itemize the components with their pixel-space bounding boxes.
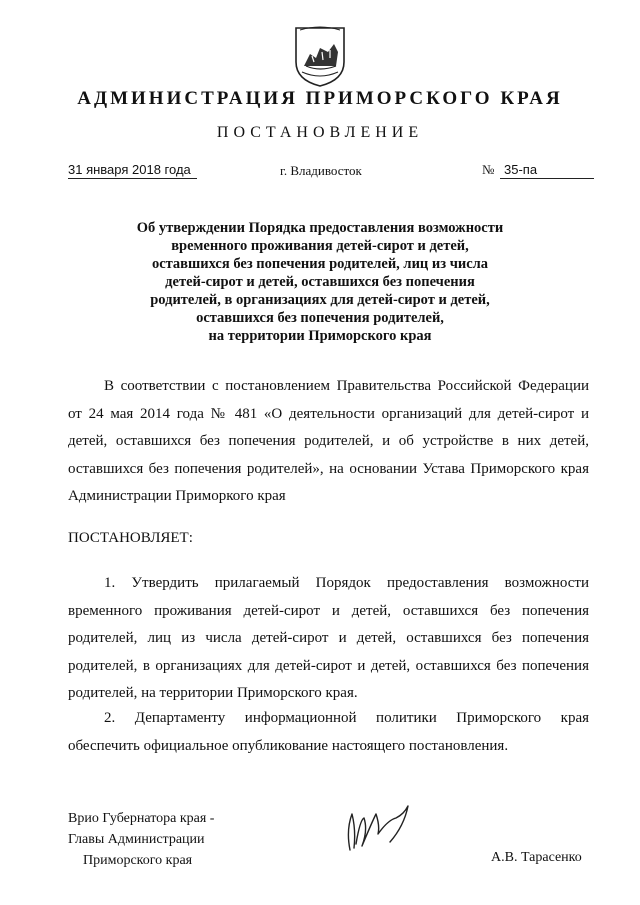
position-line: Врио Губернатора края - [68,811,215,826]
position-line: Главы Администрации [68,832,205,847]
document-title [100,219,540,345]
document-number: 35-па [500,162,594,179]
text-line: оставшихся без попечения родителей», на основании Устава Приморского края [68,460,589,477]
text-line: родителей, на территории Приморского края. [68,685,358,701]
title-line: временного проживания детей-сирот и детей, [171,238,469,254]
document-city: г. Владивосток [280,163,362,178]
text-line: 2. Департаменту информационной политики Приморского края [104,710,589,726]
resolves-heading: ПОСТАНОВЛЯЕТ: [68,530,193,546]
item-2-paragraph [68,705,589,760]
title-line: Об утверждении Порядка предоставления возможности [136,220,504,236]
position-line: Приморского края [83,853,193,868]
text-line: родителей, в организациях для детей-сирот и детей, оставшихся без попечения [68,657,589,674]
number-sign: № [482,162,495,177]
text-line: Администрации Приморкого края [68,488,286,504]
title-line: на территории Приморского края [208,328,432,344]
organization-name: АДМИНИСТРАЦИЯ ПРИМОРСКОГО КРАЯ [77,88,563,109]
item-1-paragraph [68,570,589,708]
text-line: 1. Утвердить прилагаемый Порядок предоставления возможности [104,575,589,591]
text-line: детей, оставшихся без попечения родителей, и об устройстве в них детей, [68,433,589,449]
text-line: родителей, лиц из числа детей-сирот и детей, оставшихся без попечения [68,630,589,646]
text-line: В соответствии с постановлением Правительства Российской Федерации [104,378,589,394]
text-line: от 24 мая 2014 года № 481 «О деятельности организаций для детей-сирот и [68,405,589,422]
title-line: родителей, в организациях для детей-сирот и детей, [150,292,490,308]
document-type: ПОСТАНОВЛЕНИЕ [216,124,424,141]
title-line: оставшихся без попечения родителей, [196,310,444,326]
preamble-paragraph [68,373,589,511]
title-line: оставшихся без попечения родителей, лиц из числа [151,256,489,272]
text-line: обеспечить официальное опубликование настоящего постановления. [68,737,509,754]
title-line: детей-сирот и детей, оставшихся без попечения [165,274,475,290]
signatory-position [68,808,214,871]
coat-of-arms-icon [290,22,350,88]
text-line: временного проживания детей-сирот и детей, оставшихся без попечения [68,602,589,619]
document-date: 31 января 2018 года [68,162,197,179]
handwritten-signature [338,800,418,860]
signatory-name: А.В. Тарасенко [491,850,582,865]
